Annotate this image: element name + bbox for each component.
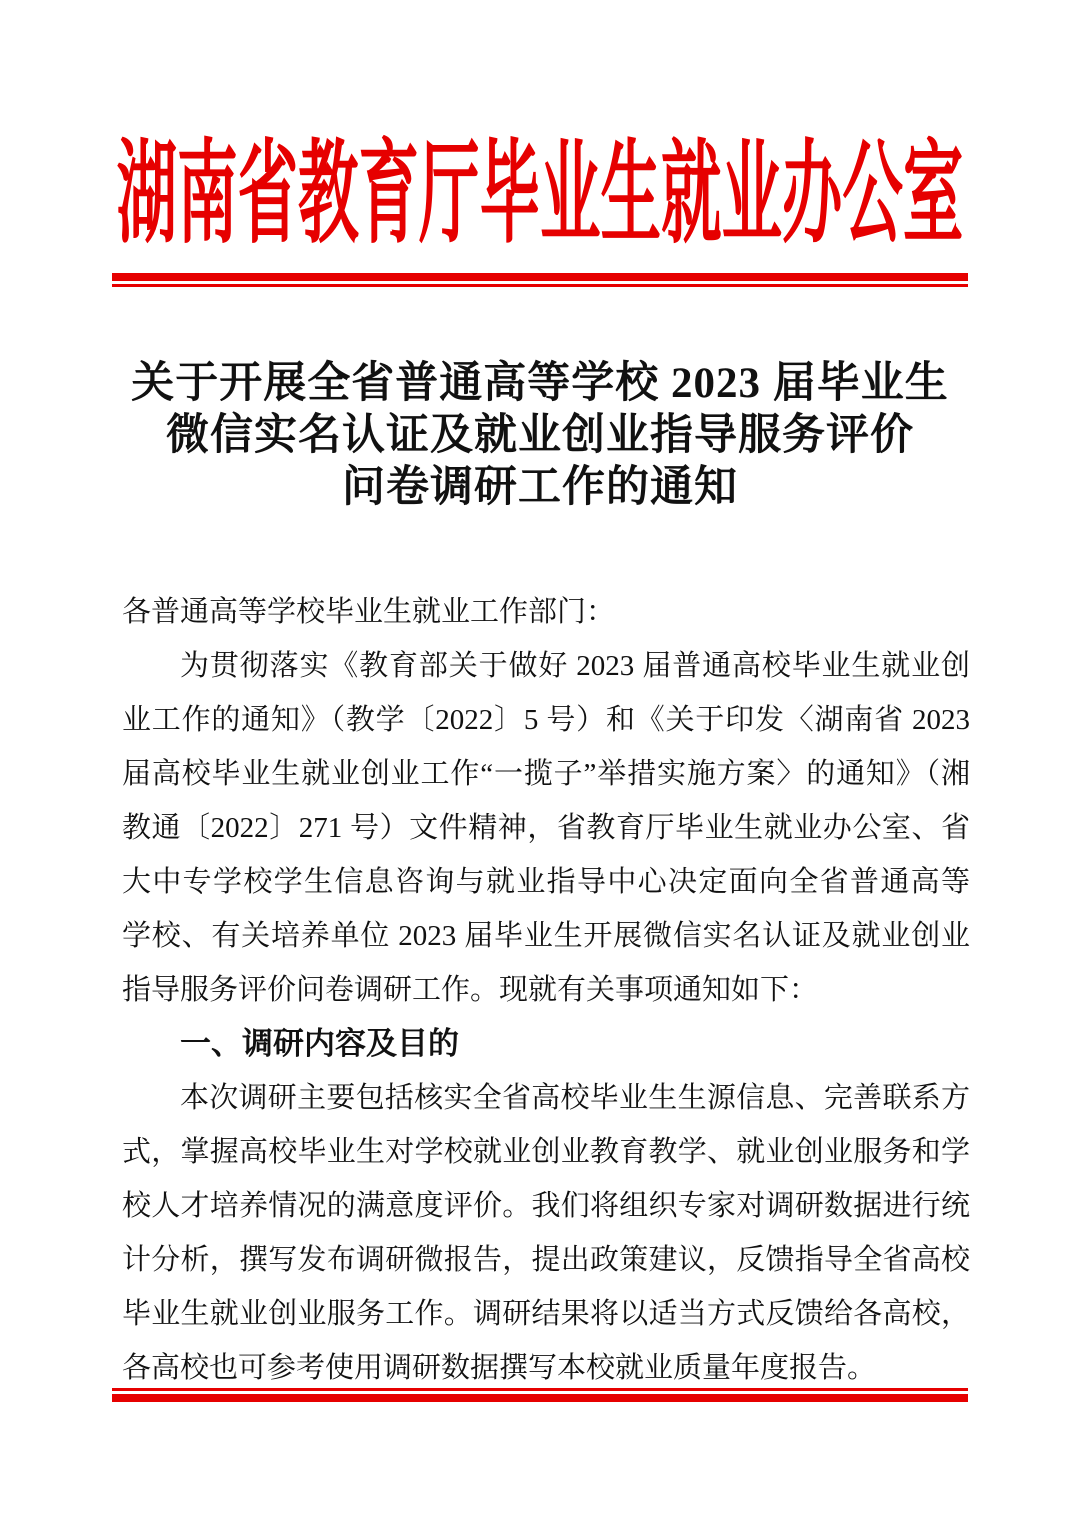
body-line: 学校、有关培养单位 2023 届毕业生开展微信实名认证及就业创业 bbox=[122, 920, 970, 952]
body-line: 校人才培养情况的满意度评价。我们将组织专家对调研数据进行统 bbox=[122, 1190, 970, 1222]
document-title-line: 问卷调研工作的通知 bbox=[342, 464, 738, 511]
salutation-line: 各普通高等学校毕业生就业工作部门： bbox=[122, 596, 616, 628]
body-line: 教通〔2022〕271 号）文件精神，省教育厅毕业生就业办公室、省 bbox=[122, 812, 970, 844]
body-line: 计分析，撰写发布调研微报告，提出政策建议，反馈指导全省高校 bbox=[122, 1244, 970, 1276]
document-title-line: 关于开展全省普通高等学校 2023 届毕业生 bbox=[131, 360, 949, 407]
section-heading: 一、调研内容及目的 bbox=[180, 1026, 459, 1061]
document-body bbox=[122, 585, 970, 1395]
document-title bbox=[112, 358, 968, 514]
body-line: 大中专学校学生信息咨询与就业指导中心决定面向全省普通高等 bbox=[122, 866, 970, 898]
body-line: 业工作的通知》（教学〔2022〕5 号）和《关于印发〈湖南省 2023 bbox=[122, 704, 970, 736]
issuing-org-title: 湖南省教育厅毕业生就业办公室 bbox=[116, 133, 964, 257]
body-line: 届高校毕业生就业创业工作“一揽子”举措实施方案〉的通知》（湘 bbox=[122, 758, 970, 790]
red-divider-bottom bbox=[112, 1388, 968, 1402]
body-line: 为贯彻落实《教育部关于做好 2023 届普通高校毕业生就业创 bbox=[180, 650, 970, 682]
body-line: 各高校也可参考使用调研数据撰写本校就业质量年度报告。 bbox=[122, 1352, 877, 1384]
red-divider-top bbox=[112, 273, 968, 287]
body-line: 毕业生就业创业服务工作。调研结果将以适当方式反馈给各高校， bbox=[122, 1298, 970, 1330]
body-line: 指导服务评价问卷调研工作。现就有关事项通知如下： bbox=[122, 974, 819, 1006]
body-line: 本次调研主要包括核实全省高校毕业生生源信息、完善联系方 bbox=[180, 1082, 970, 1114]
body-line: 式，掌握高校毕业生对学校就业创业教育教学、就业创业服务和学 bbox=[122, 1136, 970, 1168]
letterhead bbox=[0, 122, 1080, 268]
document-title-line: 微信实名认证及就业创业指导服务评价 bbox=[166, 412, 914, 459]
